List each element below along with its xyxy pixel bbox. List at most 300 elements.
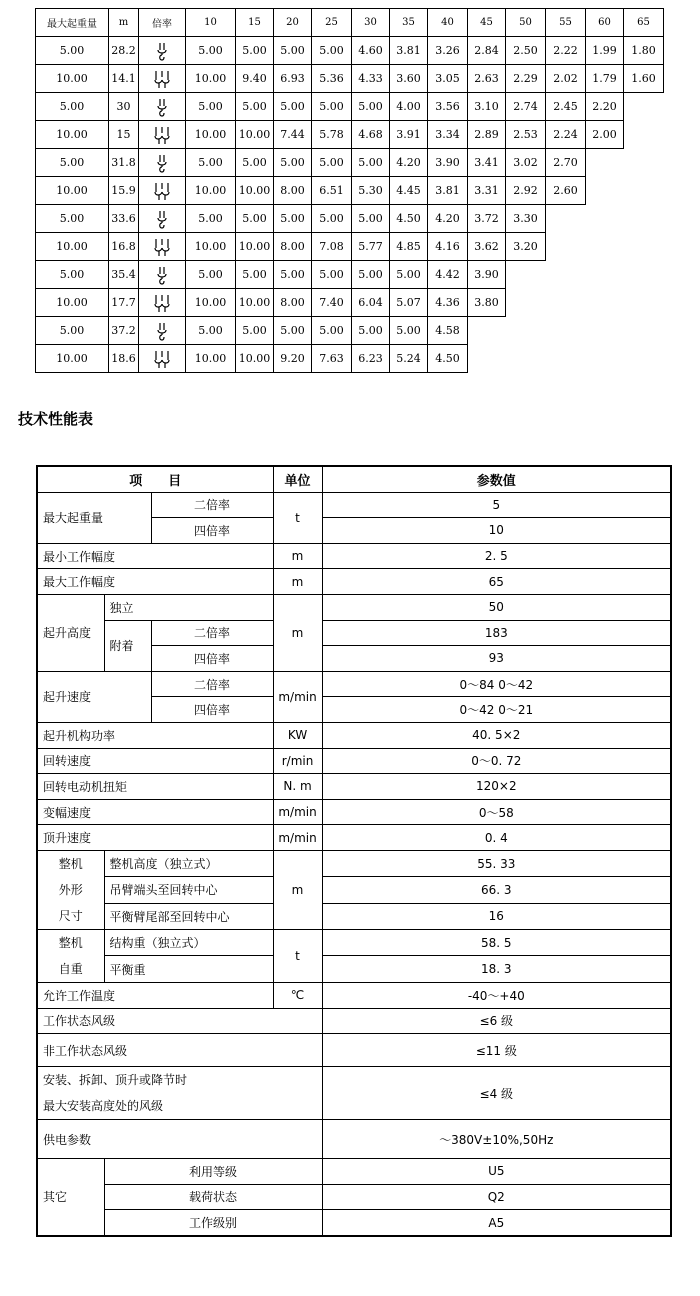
cell-capacity: 6.51 — [312, 177, 352, 205]
cell-capacity: 4.16 — [428, 233, 468, 261]
cell-empty — [586, 289, 624, 317]
table-row — [36, 261, 664, 289]
table-row — [36, 205, 664, 233]
cell-capacity: 5.00 — [186, 149, 236, 177]
cell-capacity: 2.50 — [506, 37, 546, 65]
dimensions-line-3: 尺寸 — [58, 908, 83, 923]
cell-empty — [624, 121, 664, 149]
header-radius: 15 — [236, 9, 274, 37]
cell-empty — [624, 149, 664, 177]
two-fall-hook-icon — [152, 41, 172, 61]
cell-capacity: 2.74 — [506, 93, 546, 121]
four-fall-hook-icon — [152, 181, 172, 201]
table-row — [36, 345, 664, 373]
cell-capacity: 5.00 — [390, 261, 428, 289]
cell-capacity: 3.91 — [390, 121, 428, 149]
value-power-supply: ～380V±10%,50Hz — [322, 1120, 671, 1159]
cell-load: 10.00 — [36, 289, 109, 317]
unit-celsius: ℃ — [273, 982, 322, 1008]
cell-empty — [506, 261, 546, 289]
unit-m-per-min: m/min — [273, 799, 322, 825]
cell-capacity: 3.30 — [506, 205, 546, 233]
cell-m: 30 — [109, 93, 139, 121]
cell-fall — [139, 205, 186, 233]
cell-capacity: 5.00 — [352, 317, 390, 345]
wind-install-line-1: 安装、拆卸、顶升或降节时 — [43, 1073, 188, 1088]
label-height-free: 整机高度（独立式） — [104, 850, 273, 876]
cell-capacity: 7.08 — [312, 233, 352, 261]
cell-capacity: 1.99 — [586, 37, 624, 65]
label-work-class: 工作级别 — [104, 1210, 322, 1236]
cell-load: 5.00 — [36, 93, 109, 121]
value-wind-working: ≤6 级 — [322, 1008, 671, 1034]
header-radius: 50 — [506, 9, 546, 37]
table-row — [36, 317, 664, 345]
cell-capacity: 10.00 — [236, 121, 274, 149]
cell-empty — [624, 233, 664, 261]
cell-empty — [624, 317, 664, 345]
two-fall-hook-icon — [152, 97, 172, 117]
cell-empty — [624, 345, 664, 373]
cell-fall — [139, 121, 186, 149]
cell-m: 37.2 — [109, 317, 139, 345]
cell-empty — [506, 317, 546, 345]
table-row — [36, 65, 664, 93]
cell-empty — [624, 177, 664, 205]
four-fall-hook-icon — [152, 69, 172, 89]
cell-capacity: 10.00 — [186, 65, 236, 93]
cell-capacity: 5.00 — [274, 261, 312, 289]
cell-capacity: 3.81 — [428, 177, 468, 205]
cell-empty — [586, 233, 624, 261]
cell-capacity: 2.70 — [546, 149, 586, 177]
cell-capacity: 5.00 — [274, 149, 312, 177]
value-util-class: U5 — [322, 1159, 671, 1185]
label-self-weight — [37, 929, 104, 982]
cell-capacity: 5.00 — [186, 37, 236, 65]
label-max-radius: 最大工作幅度 — [37, 569, 273, 595]
value-wind-idle: ≤11 级 — [322, 1034, 671, 1067]
label-slew-speed: 回转速度 — [37, 748, 273, 774]
value-slew-torque: 120×2 — [322, 774, 671, 800]
cell-capacity: 5.00 — [186, 261, 236, 289]
value-free-height: 50 — [322, 594, 671, 620]
unit-m-per-min: m/min — [273, 671, 322, 722]
cell-capacity: 4.33 — [352, 65, 390, 93]
header-radius: 25 — [312, 9, 352, 37]
value-struct-weight: 58. 5 — [322, 929, 671, 956]
label-two-fall: 二倍率 — [151, 671, 273, 697]
cell-empty — [468, 317, 506, 345]
header-radius: 35 — [390, 9, 428, 37]
cell-capacity: 5.77 — [352, 233, 390, 261]
two-fall-hook-icon — [152, 265, 172, 285]
cell-load: 5.00 — [36, 261, 109, 289]
cell-capacity: 5.00 — [274, 93, 312, 121]
cell-capacity: 5.00 — [312, 317, 352, 345]
cell-capacity: 5.78 — [312, 121, 352, 149]
cell-capacity: 3.62 — [468, 233, 506, 261]
header-value: 参数值 — [322, 466, 671, 492]
cell-empty — [546, 289, 586, 317]
cell-capacity: 3.10 — [468, 93, 506, 121]
cell-capacity: 5.30 — [352, 177, 390, 205]
label-other: 其它 — [37, 1159, 104, 1236]
value-attached-4: 93 — [322, 646, 671, 672]
label-trolley-speed: 变幅速度 — [37, 799, 273, 825]
cell-capacity: 10.00 — [186, 289, 236, 317]
value-counterweight: 18. 3 — [322, 956, 671, 983]
label-freestanding: 独立 — [104, 594, 273, 620]
cell-capacity: 1.60 — [624, 65, 664, 93]
cell-capacity: 5.00 — [236, 205, 274, 233]
header-m: m — [109, 9, 139, 37]
cell-capacity: 3.26 — [428, 37, 468, 65]
two-fall-hook-icon — [152, 209, 172, 229]
cell-m: 33.6 — [109, 205, 139, 233]
unit-m-per-min: m/min — [273, 825, 322, 851]
unit-r-per-min: r/min — [273, 748, 322, 774]
cell-capacity: 2.45 — [546, 93, 586, 121]
label-hoist-power: 起升机构功率 — [37, 722, 273, 748]
cell-m: 14.1 — [109, 65, 139, 93]
label-jib-end: 吊臂端头至回转中心 — [104, 877, 273, 903]
cell-capacity: 10.00 — [236, 289, 274, 317]
cell-capacity: 4.20 — [428, 205, 468, 233]
value-max-load-4: 10 — [322, 518, 671, 544]
cell-capacity: 2.63 — [468, 65, 506, 93]
cell-empty — [586, 149, 624, 177]
cell-capacity: 10.00 — [186, 345, 236, 373]
cell-empty — [586, 205, 624, 233]
cell-empty — [624, 289, 664, 317]
cell-capacity: 2.20 — [586, 93, 624, 121]
label-min-radius: 最小工作幅度 — [37, 543, 273, 569]
cell-fall — [139, 37, 186, 65]
label-climb-speed: 顶升速度 — [37, 825, 273, 851]
table-row — [36, 177, 664, 205]
cell-capacity: 5.00 — [312, 149, 352, 177]
header-radius: 40 — [428, 9, 468, 37]
cell-load: 10.00 — [36, 65, 109, 93]
cell-capacity: 5.00 — [352, 261, 390, 289]
value-max-radius: 65 — [322, 569, 671, 595]
label-counter-jib: 平衡臂尾部至回转中心 — [104, 903, 273, 929]
table-row — [36, 149, 664, 177]
label-two-fall: 二倍率 — [151, 492, 273, 518]
header-radius: 55 — [546, 9, 586, 37]
cell-m: 17.7 — [109, 289, 139, 317]
cell-capacity: 10.00 — [236, 233, 274, 261]
label-four-fall: 四倍率 — [151, 646, 273, 672]
cell-capacity: 10.00 — [186, 121, 236, 149]
cell-empty — [546, 233, 586, 261]
cell-capacity: 3.31 — [468, 177, 506, 205]
four-fall-hook-icon — [152, 293, 172, 313]
cell-capacity: 3.20 — [506, 233, 546, 261]
cell-load: 5.00 — [36, 149, 109, 177]
header-unit: 单位 — [273, 466, 322, 492]
table-row — [36, 121, 664, 149]
cell-capacity: 5.00 — [236, 93, 274, 121]
value-temperature: -40～+40 — [322, 982, 671, 1008]
cell-capacity: 2.53 — [506, 121, 546, 149]
cell-capacity: 7.44 — [274, 121, 312, 149]
section-title: 技术性能表 — [18, 410, 94, 428]
cell-capacity: 2.22 — [546, 37, 586, 65]
unit-nm: N. m — [273, 774, 322, 800]
cell-capacity: 10.00 — [186, 233, 236, 261]
cell-capacity: 5.00 — [274, 37, 312, 65]
cell-capacity: 4.68 — [352, 121, 390, 149]
dimensions-line-1: 整机 — [58, 856, 83, 871]
label-wind-install — [37, 1067, 322, 1120]
cell-capacity: 6.93 — [274, 65, 312, 93]
label-two-fall: 二倍率 — [151, 620, 273, 646]
cell-empty — [624, 205, 664, 233]
value-min-radius: 2. 5 — [322, 543, 671, 569]
cell-capacity: 2.92 — [506, 177, 546, 205]
header-radius: 65 — [624, 9, 664, 37]
unit-t: t — [273, 929, 322, 982]
cell-capacity: 10.00 — [236, 345, 274, 373]
value-work-class: A5 — [322, 1210, 671, 1236]
header-radius: 10 — [186, 9, 236, 37]
unit-t: t — [273, 492, 322, 543]
header-fall: 倍率 — [139, 9, 186, 37]
unit-m: m — [273, 543, 322, 569]
cell-capacity: 5.00 — [186, 93, 236, 121]
value-wind-install: ≤4 级 — [322, 1067, 671, 1120]
cell-empty — [586, 261, 624, 289]
cell-load: 5.00 — [36, 37, 109, 65]
cell-capacity: 4.58 — [428, 317, 468, 345]
label-power-supply: 供电参数 — [37, 1120, 322, 1159]
cell-capacity: 4.50 — [428, 345, 468, 373]
four-fall-hook-icon — [152, 125, 172, 145]
label-max-load: 最大起重量 — [37, 492, 151, 543]
cell-fall — [139, 261, 186, 289]
cell-m: 15 — [109, 121, 139, 149]
cell-capacity: 2.60 — [546, 177, 586, 205]
cell-capacity: 5.24 — [390, 345, 428, 373]
value-attached-2: 183 — [322, 620, 671, 646]
four-fall-hook-icon — [152, 237, 172, 257]
cell-capacity: 8.00 — [274, 289, 312, 317]
cell-fall — [139, 289, 186, 317]
cell-m: 18.6 — [109, 345, 139, 373]
cell-capacity: 3.90 — [468, 261, 506, 289]
cell-load: 10.00 — [36, 233, 109, 261]
label-wind-working: 工作状态风级 — [37, 1008, 322, 1034]
cell-capacity: 5.00 — [352, 149, 390, 177]
value-load-state: Q2 — [322, 1184, 671, 1210]
cell-empty — [586, 345, 624, 373]
cell-m: 31.8 — [109, 149, 139, 177]
cell-capacity: 3.05 — [428, 65, 468, 93]
cell-empty — [546, 317, 586, 345]
cell-capacity: 8.00 — [274, 177, 312, 205]
unit-kw: KW — [273, 722, 322, 748]
cell-fall — [139, 233, 186, 261]
cell-fall — [139, 345, 186, 373]
cell-capacity: 2.84 — [468, 37, 506, 65]
value-climb-speed: 0. 4 — [322, 825, 671, 851]
label-attached: 附着 — [104, 620, 151, 671]
cell-capacity: 5.00 — [236, 37, 274, 65]
cell-m: 16.8 — [109, 233, 139, 261]
cell-capacity: 6.04 — [352, 289, 390, 317]
cell-capacity: 5.00 — [186, 205, 236, 233]
cell-empty — [546, 261, 586, 289]
wind-install-line-2: 最大安装高度处的风级 — [43, 1099, 164, 1114]
cell-fall — [139, 177, 186, 205]
cell-capacity: 5.00 — [312, 205, 352, 233]
table-row — [36, 93, 664, 121]
label-lift-speed: 起升速度 — [37, 671, 151, 722]
two-fall-hook-icon — [152, 153, 172, 173]
cell-capacity: 2.29 — [506, 65, 546, 93]
cell-capacity: 5.00 — [274, 317, 312, 345]
label-struct-weight: 结构重（独立式） — [104, 929, 273, 956]
cell-capacity: 3.81 — [390, 37, 428, 65]
label-slew-torque: 回转电动机扭矩 — [37, 774, 273, 800]
cell-capacity: 5.00 — [312, 37, 352, 65]
cell-capacity: 4.42 — [428, 261, 468, 289]
cell-empty — [624, 261, 664, 289]
header-radius: 60 — [586, 9, 624, 37]
cell-capacity: 4.20 — [390, 149, 428, 177]
cell-capacity: 5.00 — [390, 317, 428, 345]
cell-capacity: 9.40 — [236, 65, 274, 93]
label-four-fall: 四倍率 — [151, 518, 273, 544]
cell-capacity: 6.23 — [352, 345, 390, 373]
label-lift-height: 起升高度 — [37, 594, 104, 671]
header-radius: 30 — [352, 9, 390, 37]
cell-capacity: 2.02 — [546, 65, 586, 93]
header-item: 项 目 — [37, 466, 273, 492]
cell-capacity: 2.24 — [546, 121, 586, 149]
value-speed-4: 0～42 0～21 — [322, 697, 671, 723]
cell-capacity: 1.80 — [624, 37, 664, 65]
label-counterweight: 平衡重 — [104, 956, 273, 983]
cell-capacity: 3.72 — [468, 205, 506, 233]
header-max-load: 最大起重量 — [36, 9, 109, 37]
cell-capacity: 1.79 — [586, 65, 624, 93]
cell-capacity: 4.45 — [390, 177, 428, 205]
cell-empty — [586, 177, 624, 205]
cell-capacity: 2.89 — [468, 121, 506, 149]
value-speed-2: 0～84 0～42 — [322, 671, 671, 697]
cell-capacity: 5.00 — [236, 261, 274, 289]
cell-capacity: 3.80 — [468, 289, 506, 317]
cell-load: 10.00 — [36, 121, 109, 149]
two-fall-hook-icon — [152, 321, 172, 341]
value-jib-end: 66. 3 — [322, 877, 671, 903]
weight-line-2: 自重 — [58, 961, 83, 976]
unit-m: m — [273, 850, 322, 929]
cell-capacity: 7.40 — [312, 289, 352, 317]
cell-capacity: 9.20 — [274, 345, 312, 373]
cell-load: 10.00 — [36, 177, 109, 205]
cell-capacity: 5.00 — [352, 93, 390, 121]
cell-capacity: 5.07 — [390, 289, 428, 317]
dimensions-line-2: 外形 — [58, 882, 83, 897]
label-temperature: 允许工作温度 — [37, 982, 273, 1008]
label-four-fall: 四倍率 — [151, 697, 273, 723]
table-row — [36, 233, 664, 261]
cell-fall — [139, 93, 186, 121]
cell-capacity: 3.90 — [428, 149, 468, 177]
cell-m: 28.2 — [109, 37, 139, 65]
cell-capacity: 5.36 — [312, 65, 352, 93]
cell-capacity: 4.00 — [390, 93, 428, 121]
cell-empty — [506, 345, 546, 373]
cell-empty — [624, 93, 664, 121]
cell-capacity: 3.60 — [390, 65, 428, 93]
value-slew-speed: 0～0. 72 — [322, 748, 671, 774]
specs-table — [36, 465, 672, 1237]
cell-load: 5.00 — [36, 317, 109, 345]
label-load-state: 载荷状态 — [104, 1184, 322, 1210]
label-util-class: 利用等级 — [104, 1159, 322, 1185]
cell-capacity: 5.00 — [312, 93, 352, 121]
cell-m: 15.9 — [109, 177, 139, 205]
header-radius: 45 — [468, 9, 506, 37]
cell-fall — [139, 65, 186, 93]
cell-capacity: 4.60 — [352, 37, 390, 65]
cell-empty — [586, 317, 624, 345]
cell-capacity: 3.56 — [428, 93, 468, 121]
label-wind-idle: 非工作状态风级 — [37, 1034, 322, 1067]
unit-m: m — [273, 594, 322, 671]
cell-empty — [468, 345, 506, 373]
cell-empty — [546, 345, 586, 373]
value-height-free: 55. 33 — [322, 850, 671, 876]
cell-capacity: 5.00 — [236, 149, 274, 177]
value-trolley-speed: 0～58 — [322, 799, 671, 825]
cell-capacity: 5.00 — [352, 205, 390, 233]
table-row — [36, 289, 664, 317]
cell-capacity: 3.41 — [468, 149, 506, 177]
cell-fall — [139, 149, 186, 177]
cell-capacity: 3.02 — [506, 149, 546, 177]
value-hoist-power: 40. 5×2 — [322, 722, 671, 748]
cell-capacity: 2.00 — [586, 121, 624, 149]
value-max-load-2: 5 — [322, 492, 671, 518]
unit-m: m — [273, 569, 322, 595]
value-counter-jib: 16 — [322, 903, 671, 929]
header-radius: 20 — [274, 9, 312, 37]
cell-empty — [506, 289, 546, 317]
cell-fall — [139, 317, 186, 345]
load-chart-table — [35, 8, 664, 373]
cell-m: 35.4 — [109, 261, 139, 289]
cell-empty — [546, 205, 586, 233]
cell-capacity: 3.34 — [428, 121, 468, 149]
cell-capacity: 8.00 — [274, 233, 312, 261]
cell-capacity: 5.00 — [274, 205, 312, 233]
table-header-row — [36, 9, 664, 37]
four-fall-hook-icon — [152, 349, 172, 369]
cell-load: 5.00 — [36, 205, 109, 233]
cell-capacity: 4.85 — [390, 233, 428, 261]
cell-capacity: 4.36 — [428, 289, 468, 317]
cell-capacity: 4.50 — [390, 205, 428, 233]
cell-capacity: 5.00 — [186, 317, 236, 345]
cell-load: 10.00 — [36, 345, 109, 373]
cell-capacity: 5.00 — [312, 261, 352, 289]
